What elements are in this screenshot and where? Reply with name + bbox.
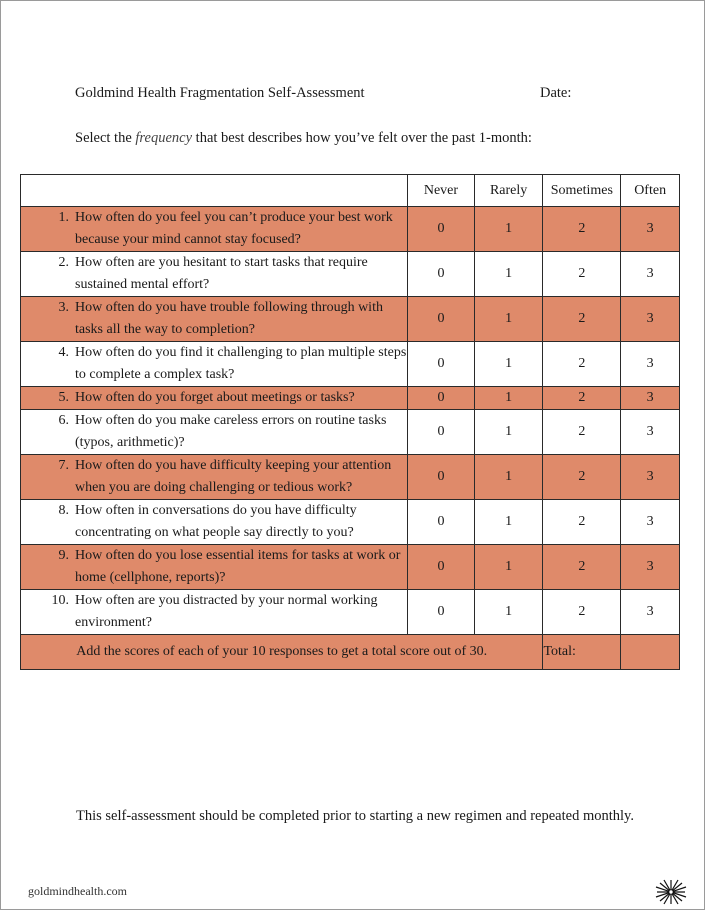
instruction-emphasis: frequency: [135, 130, 193, 146]
question-text: How often do you make careless errors on routine tasks (typos, arithmetic)?: [75, 413, 387, 450]
question-wrap: [21, 387, 407, 409]
question-wrap: [21, 545, 407, 589]
question-text: How often are you hesitant to start tasks that require sustained mental effort?: [75, 255, 368, 292]
score-option-often[interactable]: 3: [621, 297, 680, 342]
score-option-rarely[interactable]: 1: [474, 410, 543, 455]
question-wrap: [21, 455, 407, 499]
question-number: 10.: [51, 593, 69, 608]
score-option-sometimes[interactable]: 2: [543, 387, 621, 410]
question-cell: [21, 590, 408, 635]
table-row: [21, 207, 680, 252]
question-rows: [21, 207, 680, 635]
question-wrap: [21, 342, 407, 386]
total-value-cell[interactable]: [621, 635, 680, 670]
column-header-often: Often: [621, 175, 680, 207]
table-row: [21, 297, 680, 342]
date-label: Date:: [540, 85, 572, 101]
score-option-sometimes[interactable]: 2: [543, 252, 621, 297]
table-row: [21, 545, 680, 590]
total-label: Total:: [543, 635, 621, 670]
table-row: [21, 252, 680, 297]
question-cell: [21, 455, 408, 500]
table-row: [21, 455, 680, 500]
question-cell: [21, 500, 408, 545]
table-row: [21, 500, 680, 545]
score-option-rarely[interactable]: 1: [474, 500, 543, 545]
total-row: [21, 635, 680, 670]
question-number: 6.: [58, 413, 69, 428]
question-wrap: [21, 500, 407, 544]
question-wrap: [21, 590, 407, 634]
question-cell: [21, 410, 408, 455]
question-wrap: [21, 297, 407, 341]
question-cell: [21, 207, 408, 252]
score-option-never[interactable]: 0: [408, 545, 475, 590]
question-text: How often do you forget about meetings or tasks?: [75, 390, 355, 405]
score-option-often[interactable]: 3: [621, 455, 680, 500]
score-option-sometimes[interactable]: 2: [543, 207, 621, 252]
question-text: How often do you have trouble following through with tasks all the way to completion?: [75, 300, 383, 337]
instruction-before: Select the: [75, 130, 136, 146]
score-option-rarely[interactable]: 1: [474, 455, 543, 500]
question-number: 2.: [58, 255, 69, 270]
score-option-never[interactable]: 0: [408, 455, 475, 500]
score-option-sometimes[interactable]: 2: [543, 455, 621, 500]
starburst-logo-icon: [653, 877, 689, 907]
question-number: 7.: [58, 458, 69, 473]
instruction-after: that best describes how you’ve felt over the past 1-month:: [192, 130, 532, 146]
score-option-often[interactable]: 3: [621, 410, 680, 455]
question-wrap: [21, 207, 407, 251]
score-option-often[interactable]: 3: [621, 387, 680, 410]
assessment-table: [20, 174, 680, 670]
question-cell: [21, 342, 408, 387]
question-text: How often are you distracted by your normal working environment?: [75, 593, 378, 630]
score-option-never[interactable]: 0: [408, 252, 475, 297]
score-option-rarely[interactable]: 1: [474, 342, 543, 387]
table-row: [21, 590, 680, 635]
score-option-rarely[interactable]: 1: [474, 545, 543, 590]
score-option-never[interactable]: 0: [408, 410, 475, 455]
footer-note: This self-assessment should be completed prior to starting a new regimen and repeated monthly.: [76, 808, 634, 824]
column-header-sometimes: Sometimes: [543, 175, 621, 207]
score-option-sometimes[interactable]: 2: [543, 545, 621, 590]
score-option-often[interactable]: 3: [621, 590, 680, 635]
question-text: How often do you lose essential items for tasks at work or home (cellphone, reports)?: [75, 548, 401, 585]
score-option-rarely[interactable]: 1: [474, 252, 543, 297]
question-cell: [21, 387, 408, 410]
page-title: Goldmind Health Fragmentation Self-Assessment: [75, 85, 365, 101]
question-text: How often in conversations do you have difficulty concentrating on what people say directly to you?: [75, 503, 357, 540]
score-option-never[interactable]: 0: [408, 387, 475, 410]
score-option-often[interactable]: 3: [621, 342, 680, 387]
score-option-sometimes[interactable]: 2: [543, 410, 621, 455]
table-header-row: [21, 175, 680, 207]
table-row: [21, 342, 680, 387]
question-number: 5.: [58, 390, 69, 405]
question-number: 1.: [58, 210, 69, 225]
score-option-never[interactable]: 0: [408, 500, 475, 545]
score-option-sometimes[interactable]: 2: [543, 342, 621, 387]
score-option-often[interactable]: 3: [621, 207, 680, 252]
question-text: How often do you have difficulty keeping your attention when you are doing challenging or tedious work?: [75, 458, 392, 495]
column-header-rarely: Rarely: [474, 175, 543, 207]
score-option-never[interactable]: 0: [408, 207, 475, 252]
question-number: 9.: [58, 548, 69, 563]
table-row: [21, 387, 680, 410]
question-column-header: [21, 175, 408, 207]
score-option-often[interactable]: 3: [621, 545, 680, 590]
score-option-rarely[interactable]: 1: [474, 207, 543, 252]
question-text: How often do you feel you can’t produce your best work because your mind cannot stay focused?: [75, 210, 393, 247]
score-option-sometimes[interactable]: 2: [543, 297, 621, 342]
question-number: 8.: [58, 503, 69, 518]
question-number: 3.: [58, 300, 69, 315]
score-option-rarely[interactable]: 1: [474, 297, 543, 342]
instruction-text: [75, 130, 532, 147]
total-instruction: Add the scores of each of your 10 responses to get a total score out of 30.: [21, 635, 543, 670]
question-wrap: [21, 410, 407, 454]
column-header-never: Never: [408, 175, 475, 207]
score-option-rarely[interactable]: 1: [474, 387, 543, 410]
score-option-sometimes[interactable]: 2: [543, 500, 621, 545]
score-option-never[interactable]: 0: [408, 297, 475, 342]
score-option-never[interactable]: 0: [408, 590, 475, 635]
score-option-often[interactable]: 3: [621, 252, 680, 297]
score-option-often[interactable]: 3: [621, 500, 680, 545]
question-cell: [21, 545, 408, 590]
question-text: How often do you find it challenging to plan multiple steps to complete a complex task?: [75, 345, 407, 382]
score-option-sometimes[interactable]: 2: [543, 590, 621, 635]
score-option-never[interactable]: 0: [408, 342, 475, 387]
question-number: 4.: [58, 345, 69, 360]
score-option-rarely[interactable]: 1: [474, 590, 543, 635]
question-wrap: [21, 252, 407, 296]
table-row: [21, 410, 680, 455]
website-link[interactable]: goldmindhealth.com: [28, 884, 127, 898]
question-cell: [21, 297, 408, 342]
question-cell: [21, 252, 408, 297]
